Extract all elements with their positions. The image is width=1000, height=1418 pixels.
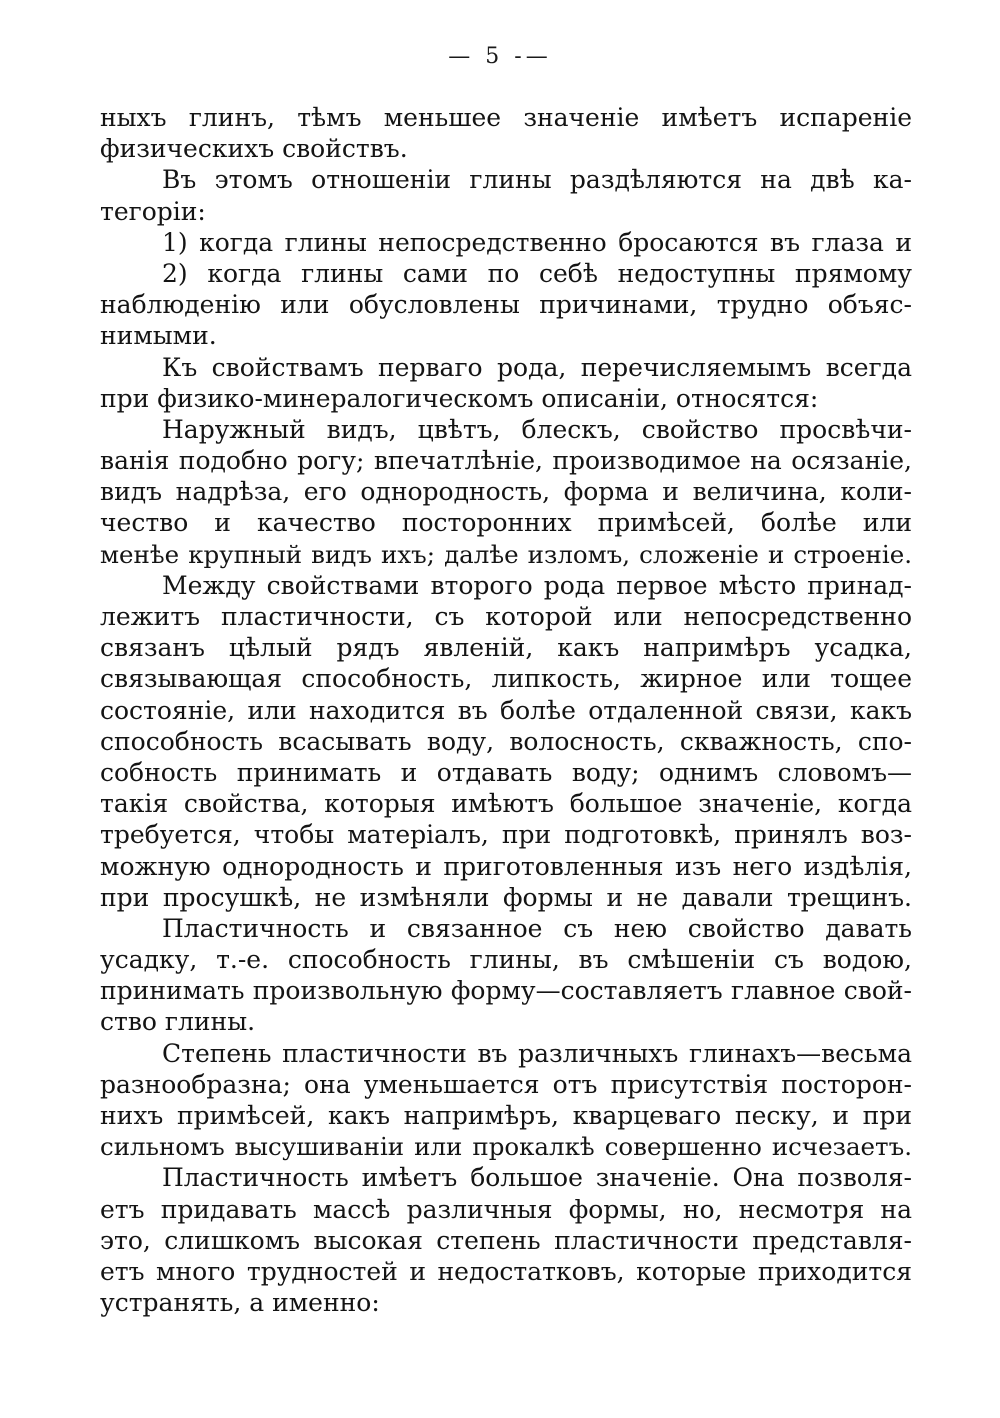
text-line: Къ свойствамъ перваго рода, перечисляемымъ всегда [162,352,912,382]
text-line: состояніе, или находится въ болѣе отдаленной связи, какъ [100,695,912,725]
text-line: при просушкѣ, не измѣняли формы и не давали трещинъ. [100,882,912,912]
text-line: усадку, т.-е. способность глины, въ смѣшеніи съ водою, [100,945,912,975]
body-text [100,102,912,1318]
text-line: Пластичность и связанное съ нею свойство давать [162,913,912,943]
text-line: 1) когда глины непосредственно бросаются въ глаза и [162,227,912,257]
text-line: наблюденію или обусловлены причинами, трудно объяс- [100,290,912,320]
text-line: способность всасывать воду, волосность, скважность, спо- [100,726,912,756]
text-line: это, слишкомъ высокая степень пластичности представля- [100,1225,912,1255]
text-line: етъ придавать массѣ различныя формы, но, несмотря на [100,1194,912,1224]
text-line: Степень пластичности въ различныхъ глинахъ—весьма [162,1038,912,1068]
text-line: ство глины. [100,1007,256,1037]
text-line: 2) когда глины сами по себѣ недоступны прямому [162,258,912,288]
text-line: Наружный видъ, цвѣтъ, блескъ, свойство просвѣчи- [162,414,912,444]
text-line: ныхъ глинъ, тѣмъ меньшее значеніе имѣетъ испареніе [100,103,912,132]
text-line: Пластичность имѣетъ большое значеніе. Она позволя- [162,1163,912,1193]
text-line: ванія подобно рогу; впечатлѣніе, производимое на осязаніе, [100,446,912,476]
text-line: нихъ примѣсей, какъ напримѣръ, кварцеваго песку, и при [100,1101,912,1130]
page-number: — 5 -— [448,44,552,69]
text-line: требуется, чтобы матеріалъ, при подготовкѣ, принялъ воз- [100,820,912,850]
text-line: принимать произвольную форму—составляетъ главное свой- [100,976,912,1006]
text-line: сильномъ высушиваніи или прокалкѣ совершенно исчезаетъ. [100,1132,912,1162]
text-line: разнообразна; она уменьшается отъ присутствія посторон- [100,1069,912,1099]
text-line: тегоріи: [100,196,206,226]
text-line: можную однородность и приготовленныя изъ него издѣлія, [100,851,912,881]
text-line: Между свойствами второго рода первое мѣсто принад- [162,570,912,600]
text-line: устранять, а именно: [100,1288,380,1318]
text-line: нимыми. [100,321,217,351]
text-line: собность принимать и отдавать воду; однимъ словомъ— [100,757,912,787]
text-line: такія свойства, которыя имѣютъ большое значеніе, когда [100,789,912,819]
text-line: при физико-минералогическомъ описаніи, относятся: [100,383,819,413]
text-line: связанъ цѣлый рядъ явленій, какъ напримѣръ усадка, [100,633,912,663]
text-line: етъ много трудностей и недостатковъ, которые приходится [100,1256,912,1286]
text-line: видъ надрѣза, его однородность, форма и величина, коли- [100,477,912,507]
text-line: связывающая способность, липкость, жирное или тощее [100,664,912,694]
text-line: менѣе крупный видъ ихъ; далѣе изломъ, сложеніе и строеніе. [100,539,912,569]
text-line: физическихъ свойствъ. [100,134,408,164]
text-line: чество и качество посторонних примѣсей, болѣе или [100,508,912,538]
text-line: Въ этомъ отношеніи глины раздѣляются на двѣ ка- [162,165,912,195]
text-line: лежитъ пластичности, съ которой или непосредственно [100,602,912,631]
